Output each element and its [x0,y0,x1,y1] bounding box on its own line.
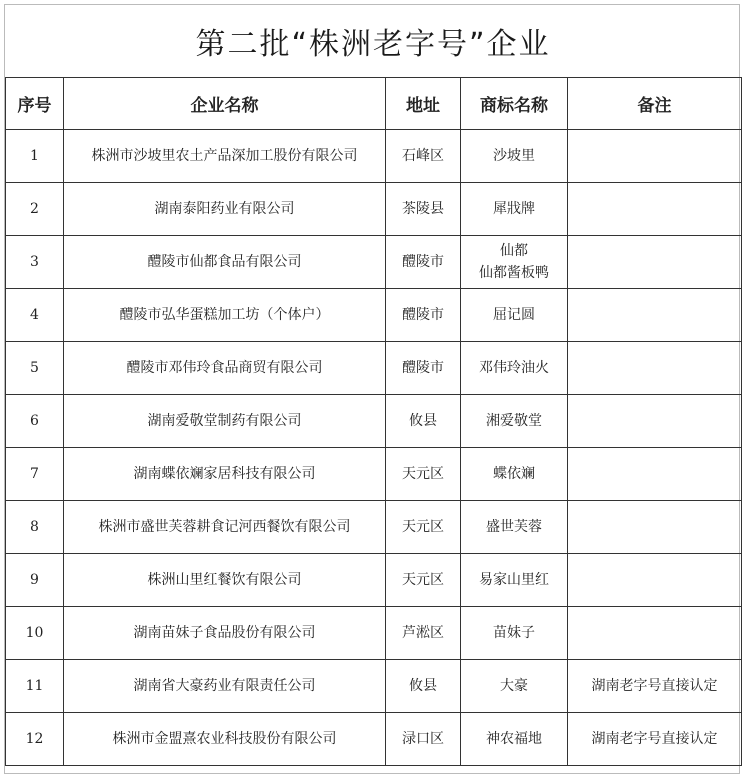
cell-seq: 1 [6,130,64,183]
cell-company: 醴陵市邓伟玲食品商贸有限公司 [64,342,386,395]
table-row [6,660,742,713]
cell-seq: 10 [6,607,64,660]
cell-remark [568,236,742,289]
brand-name: 犀戕牌 [493,201,535,217]
cell-address: 攸县 [386,660,461,713]
brand-name: 苗妹子 [493,625,535,641]
header-row [6,78,742,130]
page-title: 第二批“株洲老字号”企业 [195,27,551,62]
cell-remark [568,342,742,395]
cell-address: 天元区 [386,448,461,501]
cell-company: 湖南蝶依斓家居科技有限公司 [64,448,386,501]
cell-brand [461,342,568,395]
cell-address: 渌口区 [386,713,461,766]
cell-seq: 7 [6,448,64,501]
header-company: 企业名称 [64,78,386,130]
brand-name: 沙坡里 [493,148,535,164]
brand-name: 仙都 [500,243,528,259]
cell-brand [461,448,568,501]
cell-brand [461,501,568,554]
cell-seq: 11 [6,660,64,713]
cell-seq: 4 [6,289,64,342]
cell-company: 株洲市金盟熹农业科技股份有限公司 [64,713,386,766]
cell-remark [568,183,742,236]
brand-name: 屈记圆 [493,307,535,323]
cell-brand [461,554,568,607]
table-row [6,289,742,342]
cell-remark [568,501,742,554]
brand-name: 盛世芙蓉 [486,519,542,535]
cell-company: 湖南泰阳药业有限公司 [64,183,386,236]
table-row [6,448,742,501]
cell-address: 天元区 [386,501,461,554]
table-row [6,395,742,448]
cell-remark [568,395,742,448]
brand-name: 仙都酱板鸭 [479,265,549,281]
cell-seq: 2 [6,183,64,236]
cell-address: 天元区 [386,554,461,607]
cell-seq: 6 [6,395,64,448]
cell-brand [461,607,568,660]
cell-address: 茶陵县 [386,183,461,236]
cell-seq: 3 [6,236,64,289]
cell-address: 醴陵市 [386,342,461,395]
table-row [6,236,742,289]
table-row [6,130,742,183]
brand-name: 易家山里红 [479,572,549,588]
cell-remark [568,130,742,183]
cell-company: 湖南省大豪药业有限责任公司 [64,660,386,713]
brand-name: 蝶依斓 [493,466,535,482]
brand-name: 神农福地 [486,731,542,747]
document-sheet [4,4,740,774]
cell-brand [461,289,568,342]
cell-address: 醴陵市 [386,236,461,289]
cell-address: 攸县 [386,395,461,448]
table-row [6,607,742,660]
cell-company: 湖南苗妹子食品股份有限公司 [64,607,386,660]
header-address: 地址 [386,78,461,130]
cell-company: 醴陵市仙都食品有限公司 [64,236,386,289]
header-brand: 商标名称 [461,78,568,130]
table-row [6,183,742,236]
cell-company: 湖南爱敬堂制药有限公司 [64,395,386,448]
header-seq: 序号 [6,78,64,130]
table-body [6,130,742,766]
brand-name: 大豪 [500,678,528,694]
cell-remark: 湖南老字号直接认定 [568,713,742,766]
cell-address: 醴陵市 [386,289,461,342]
cell-seq: 5 [6,342,64,395]
table-row [6,554,742,607]
cell-brand [461,183,568,236]
cell-company: 醴陵市弘华蛋糕加工坊（个体户） [64,289,386,342]
cell-brand [461,395,568,448]
table-row [6,713,742,766]
cell-remark [568,607,742,660]
cell-brand [461,130,568,183]
table-row [6,501,742,554]
cell-address: 芦淞区 [386,607,461,660]
header-remark: 备注 [568,78,742,130]
cell-company: 株洲山里红餐饮有限公司 [64,554,386,607]
cell-company: 株洲市盛世芙蓉耕食记河西餐饮有限公司 [64,501,386,554]
cell-brand [461,236,568,289]
cell-seq: 8 [6,501,64,554]
cell-seq: 12 [6,713,64,766]
brand-name: 邓伟玲油火 [479,360,549,376]
cell-brand [461,660,568,713]
cell-remark: 湖南老字号直接认定 [568,660,742,713]
table-row [6,342,742,395]
cell-remark [568,448,742,501]
cell-address: 石峰区 [386,130,461,183]
cell-remark [568,554,742,607]
brand-name: 湘爱敬堂 [486,413,542,429]
cell-seq: 9 [6,554,64,607]
cell-company: 株洲市沙坡里农土产品深加工股份有限公司 [64,130,386,183]
company-table [5,77,742,766]
cell-brand [461,713,568,766]
cell-remark [568,289,742,342]
